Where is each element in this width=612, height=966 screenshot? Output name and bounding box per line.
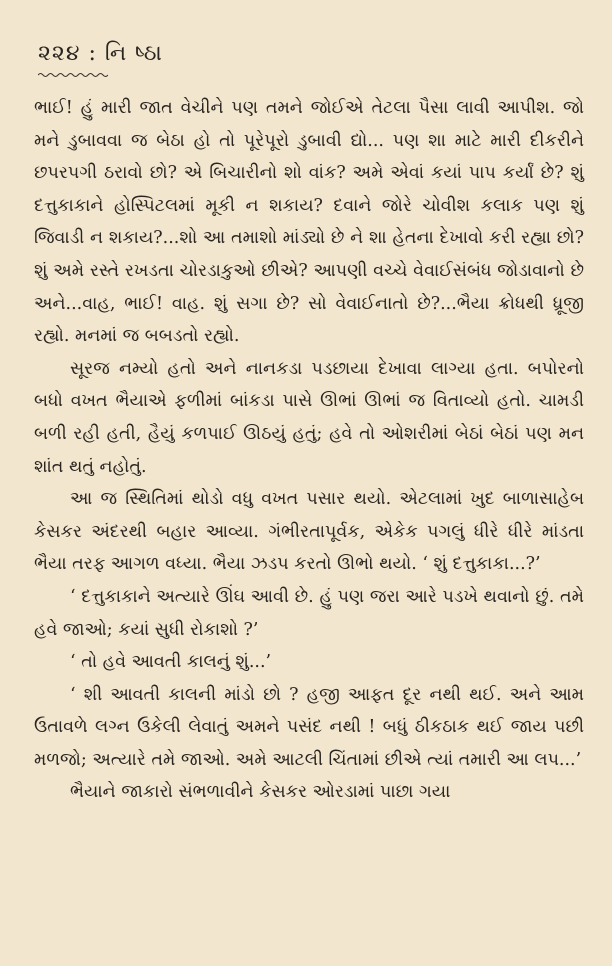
- wavy-rule: [38, 72, 108, 78]
- paragraph: ‘ દત્તુકાકાને અત્યારે ઊંઘ આવી છે. હું પણ જરા આરે પડખે થવાનો છું. તમે હવે જાઓ; કયાં સુધી રોકાશો ?’: [34, 586, 584, 640]
- paragraph: આ જ સ્થિતિમાં થોડો વધુ વખત પસાર થયો. એટલામાં ખુદ બાળાસાહેબ કેસકર અંદરથી બહાર આવ્યા. ગંભીરતાપૂર્વક, એકેક પગલું ધીરે ધીરે માંડતા ભૈયા તરફ આગળ વધ્યા. ભૈયા ઝડપ કરતો ઊભો થયો. ‘ શું દત્તુકાકા...?’: [34, 489, 584, 575]
- body-text: [34, 92, 584, 809]
- paragraph: ‘ શી આવતી કાલની માંડો છો ? હજી આફત દૂર નથી થઈ. અને આમ ઉતાવળે લગ્ન ઉકેલી લેવાતું અમને પસંદ નથી ! બધું ઠીકઠાક થઈ જાય પછી મળજો; અત્યારે તમે જાઓ. અમે આટલી ચિંતામાં છીએ ત્યાં તમારી આ લપ...’: [34, 684, 584, 770]
- running-head: ૨૨૪ : નિ ષ્ઠા: [38, 41, 163, 66]
- paragraph: ભાઈ! હું મારી જાત વેચીને પણ તમને જોઈએ તેટલા પૈસા લાવી આપીશ. જો મને ડુબાવવા જ બેઠા હો તો પૂરેપૂરો ડુબાવી દ્યો... પણ શા માટે મારી દીકરીને છપરપગી ઠરાવો છો? એ બિચારીનો શો વાંક? અમે એવાં કયાં પાપ કર્યાં છે? શું દત્તુકાકાને હોસ્પિટલમાં મૂકી ન શકાય? દવાને જોરે ચોવીશ કલાક પણ શું જિવાડી ન શકાય?...શો આ તમાશો માંડ્યો છે ને શા હેતના દેખાવો કરી રહ્યા છો? શું અમે રસ્તે રખડતા ચોરડાકુઓ છીએ? આપણી વચ્ચે વેવાઈસંબંધ જોડાવાનો છે અને...વાહ, ભાઈ! વાહ. શું સગા છે? સો વેવાઈનાતો છે?...ભૈયા ક્રોધથી ધ્રૂજી રહ્યો. મનમાં જ બબડતો રહ્યો.: [34, 98, 584, 347]
- paragraph: સૂરજ નમ્યો હતો અને નાનકડા પડછાયા દેખાવા લાગ્યા હતા. બપોરનો બધો વખત ભૈયાએ ફળીમાં બાંકડા પાસે ઊભાં ઊભાં જ વિતાવ્યો હતો. ચામડી બળી રહી હતી, હૈયું કળપાઈ ઊઠયું હતું; હવે તો ઓશરીમાં બેઠાં બેઠાં પણ મન શાંત થતું નહોતું.: [34, 358, 584, 477]
- paragraph: ભૈયાને જાકારો સંભળાવીને કેસકર ઓરડામાં પાછા ગયા: [70, 782, 451, 803]
- paragraph: ‘ તો હવે આવતી કાલનું શું...’: [70, 652, 272, 673]
